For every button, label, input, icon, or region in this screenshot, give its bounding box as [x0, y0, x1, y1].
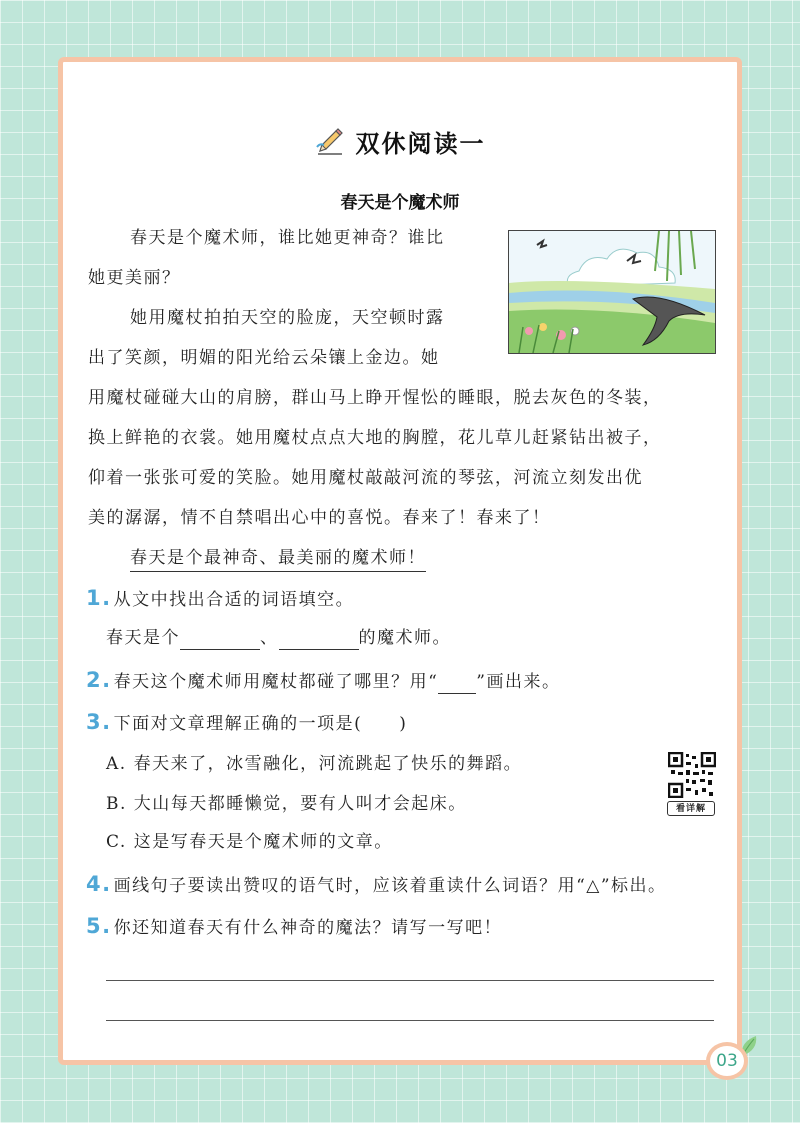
option-b[interactable]: B. 大山每天都睡懒觉，要有人叫才会起床。	[106, 794, 467, 814]
question-4	[86, 872, 667, 898]
qr-code-icon[interactable]	[668, 752, 716, 798]
question-number: 1.	[86, 586, 112, 610]
swallow-landscape-image	[509, 231, 715, 353]
option-c[interactable]: C. 这是写春天是个魔术师的文章。	[106, 832, 393, 852]
spring-illustration	[508, 230, 716, 354]
story-line: 仰着一张张可爱的笑脸。她用魔杖敲敲河流的琴弦，河流立刻发出优	[88, 468, 643, 488]
question-text: 从文中找出合适的词语填空。	[113, 590, 355, 610]
question-1-fill	[106, 626, 451, 650]
question-3	[86, 710, 407, 736]
story-line: 美的潺潺，情不自禁唱出心中的喜悦。春来了！春来了！	[88, 508, 551, 528]
question-5	[86, 914, 502, 940]
header	[0, 124, 800, 159]
question-text: 春天这个魔术师用魔杖都碰了哪里？用“	[113, 672, 439, 692]
fill-text: 的魔术师。	[358, 628, 451, 648]
option-a[interactable]: A. 春天来了，冰雪融化，河流跳起了快乐的舞蹈。	[106, 754, 523, 774]
story-line: 她用魔杖拍拍天空的脸庞，天空顿时露	[130, 308, 445, 328]
story-line: 春天是个魔术师，谁比她更神奇？谁比	[130, 228, 445, 248]
story-title: 春天是个魔术师	[340, 193, 460, 213]
question-number: 2.	[86, 668, 112, 692]
question-number: 5.	[86, 914, 112, 938]
story-line: 换上鲜艳的衣裳。她用魔杖点点大地的胸膛，花儿草儿赶紧钻出被子，	[88, 428, 662, 448]
story-line: 她更美丽？	[88, 268, 181, 288]
underlined-sentence	[130, 546, 426, 570]
qr-label[interactable]: 看详解	[667, 801, 715, 816]
question-2	[86, 668, 561, 694]
page-title: 双休阅读一	[355, 130, 486, 158]
question-text: 你还知道春天有什么神奇的魔法？请写一写吧！	[113, 918, 503, 938]
question-number: 3.	[86, 710, 112, 734]
fill-text: 春天是个	[106, 628, 180, 648]
pencil-icon	[314, 127, 346, 157]
answer-line[interactable]	[106, 1020, 714, 1021]
answer-line[interactable]	[106, 980, 714, 981]
answer-blank[interactable]	[279, 631, 359, 650]
question-1	[86, 586, 354, 612]
story-line: 用魔杖碰碰大山的肩膀，群山马上睁开惺忪的睡眼，脱去灰色的冬装，	[88, 388, 662, 408]
page-number: 03	[706, 1042, 748, 1080]
fill-text: 、	[260, 628, 279, 648]
question-text: 下面对文章理解正确的一项是( )	[113, 714, 408, 734]
underline-mark	[438, 677, 476, 694]
question-text: 画线句子要读出赞叹的语气时，应该着重读什么词语？用“△”标出。	[113, 876, 667, 896]
question-text: ”画出来。	[476, 672, 561, 692]
underlined-sentence-text: 春天是个最神奇、最美丽的魔术师！	[130, 548, 426, 572]
story-line: 出了笑颜，明媚的阳光给云朵镶上金边。她	[88, 348, 440, 368]
question-number: 4.	[86, 872, 112, 896]
answer-blank[interactable]	[180, 631, 260, 650]
